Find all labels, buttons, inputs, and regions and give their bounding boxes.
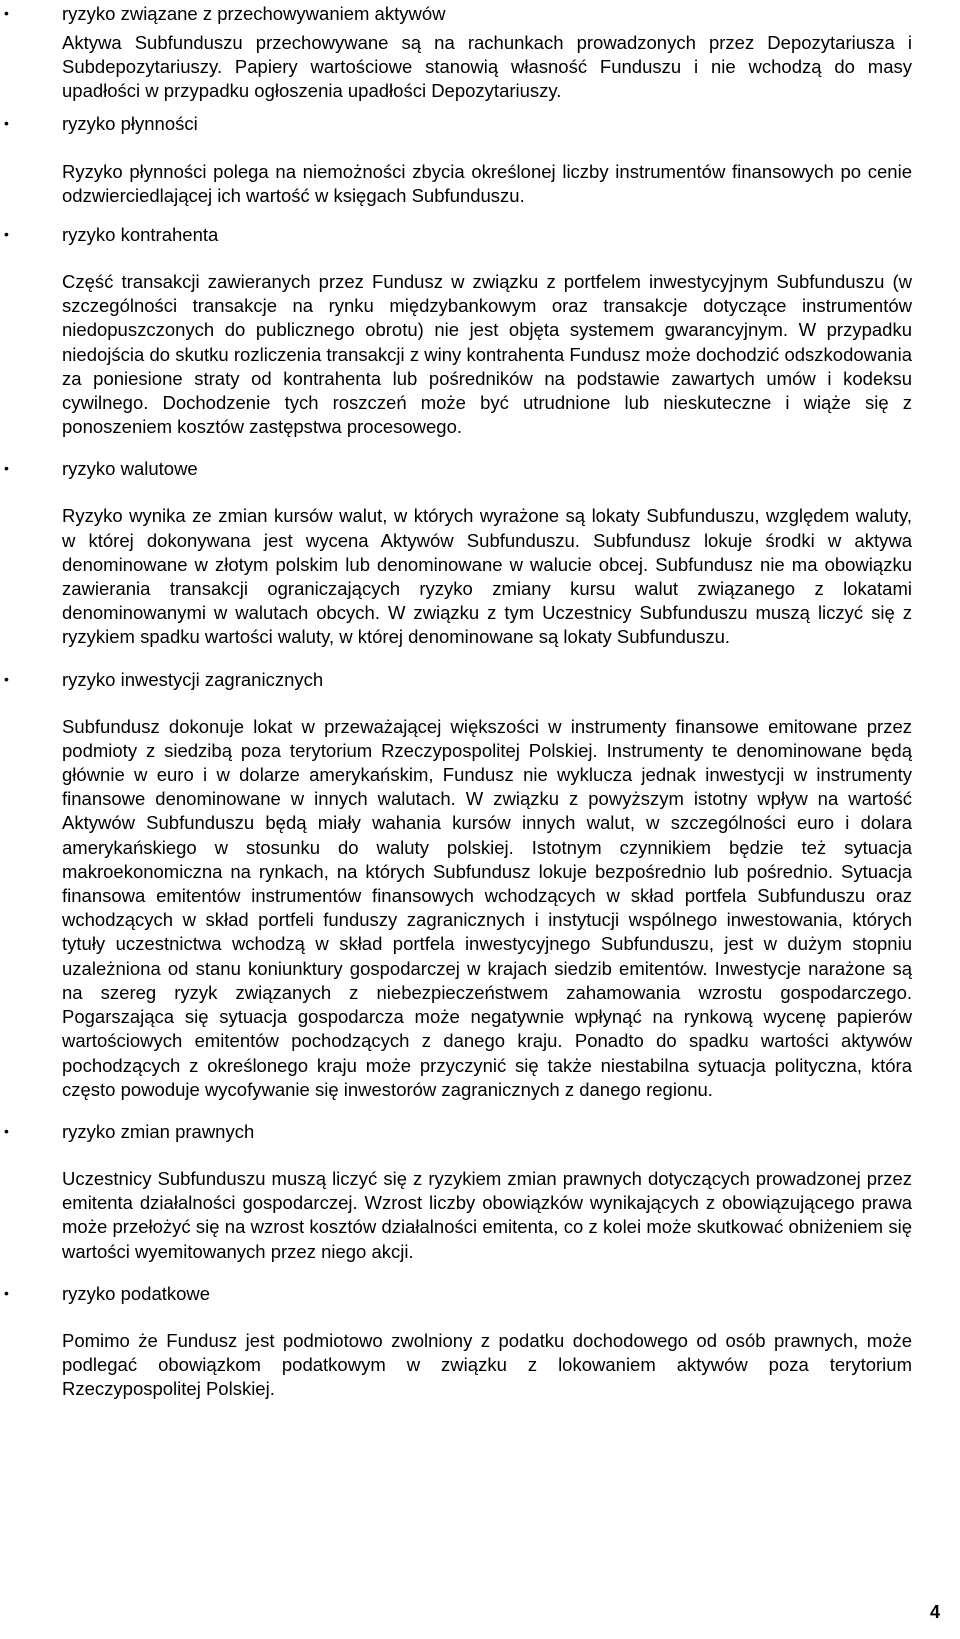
bullet-icon: • [4, 1122, 9, 1139]
section-heading: ryzyko zmian prawnych [62, 1120, 255, 1142]
bullet-icon: • [4, 460, 9, 477]
risk-section-foreign-investment [0, 663, 960, 1102]
risk-section-liquidity [0, 107, 960, 208]
section-heading-row [0, 1277, 960, 1310]
section-body: Aktywa Subfunduszu przechowywane są na rachunkach prowadzonych przez Depozytariusza i Subdepozytariuszy. Papiery wartościowe stanowią własność Funduszu i nie wchodzą do masy upadłości w przypadku ogłoszenia upadłości Depozytariuszy. [62, 32, 912, 102]
risk-section-legal-changes [0, 1115, 960, 1264]
bullet-icon: • [4, 114, 9, 131]
risk-section-tax [0, 1277, 960, 1402]
section-heading: ryzyko walutowe [62, 458, 198, 480]
risk-section-custody [0, 0, 960, 104]
section-body: Pomimo że Fundusz jest podmiotowo zwolniony z podatku dochodowego od osób prawnych, może podlegać obowiązkom podatkowym w związku z lokowaniem aktywów poza terytorium Rzeczypospolitej Polskiej. [62, 1329, 912, 1400]
section-heading-row [0, 452, 960, 485]
section-body: Część transakcji zawieranych przez Fundusz w związku z portfelem inwestycyjnym Subfunduszu (w szczególności transakcje na rynku międzybankowym oraz transakcje dotyczące instrumentów niedopuszczonych do publicznego obrotu) nie jest objęta systemem gwarancyjnym. W przypadku niedojścia do skutku rozliczenia transakcji z winy kontrahenta Fundusz może dochodzić odszkodowania za poniesione straty od kontrahenta lub pośredników na podstawie zawartych umów i kodeksu cywilnego. Dochodzenie tych roszczeń może być utrudnione lub nieskuteczne i wiąże się z ponoszeniem kosztów zastępstwa procesowego. [62, 271, 912, 438]
section-body: Uczestnicy Subfunduszu muszą liczyć się z ryzykiem zmian prawnych dotyczących prowadzonej przez emitenta działalności gospodarczej. Wzrost liczby obowiązków wynikających z obowiązującego prawa może przełożyć się na wzrost kosztów działalności emitenta, co z kolei może skutkować obniżeniem się wartości wyemitowanych przez niego akcji. [62, 1167, 912, 1262]
section-body: Subfundusz dokonuje lokat w przeważającej większości w instrumenty finansowe emitowane przez podmioty z siedzibą poza terytorium Rzeczypospolitej Polskiej. Instrumenty te denominowane będą głównie w euro i w dolarze amerykańskim, Fundusz nie wyklucza jednak inwestycji w instrumenty finansowe denominowane w innych walutach. W związku z powyższym istotny wpływ na wartość Aktywów Subfunduszu będą miały wahania kursów innych walut, w szczególności euro i dolara amerykańskiego w stosunku do waluty polskiej. Istotnym czynnikiem będzie też sytuacja makroekonomiczna na rynkach, na których Subfundusz lokuje bezpośrednio lub pośrednio. Sytuacja finansowa emitentów instrumentów finansowych wchodzących w skład portfela Subfunduszu oraz wchodzących w skład portfeli funduszy zagranicznych i instytucji wspólnego inwestowania, których tytuły uczestnictwa wchodzą w skład portfela inwestycyjnego Subfunduszu, jest w dużym stopniu uzależniona od stanu koniunktury gospodarczej w krajach siedzib emitentów. Inwestycje narażone są na szereg ryzyk związanych z niebezpieczeństwem zahamowania wzrostu gospodarczego. Pogarszająca się sytuacja gospodarcza może negatywnie wpłynąć na rynkową wycenę papierów wartościowych emitentów pochodzących z danego kraju. Ponadto do spadku wartości aktywów pochodzących z określonego kraju może przyczynić się także niestabilna sytuacja polityczna, która często powoduje wycofywanie się inwestorów zagranicznych z danego regionu. [62, 715, 912, 1100]
section-heading: ryzyko kontrahenta [62, 224, 219, 246]
risk-section-currency [0, 452, 960, 649]
section-heading: ryzyko inwestycji zagranicznych [62, 668, 324, 690]
page-number: 4 [929, 1602, 940, 1622]
bullet-icon: • [4, 5, 9, 21]
section-heading: ryzyko płynności [62, 112, 198, 134]
section-heading-row [0, 218, 960, 251]
bullet-icon: • [4, 226, 9, 243]
section-body: Ryzyko wynika ze zmian kursów walut, w których wyrażone są lokaty Subfunduszu, względem waluty, w której dokonywana jest wycena Aktywów Subfunduszu. Subfundusz lokuje środki w aktywa denominowane w złotym polskim lub denominowane w walucie obcej. Subfundusz nie ma obowiązku zawierania transakcji ograniczających ryzyko zmiany kursu walut związanego z lokatami denominowanymi w walutach obcych. W związku z tym Uczestnicy Subfunduszu muszą liczyć się z ryzykiem spadku wartości waluty, w której denominowane są lokaty Subfunduszu. [62, 505, 912, 648]
section-heading-row [0, 1115, 960, 1148]
risk-section-counterparty [0, 218, 960, 439]
section-heading: ryzyko podatkowe [62, 1282, 211, 1304]
section-heading-row [0, 0, 960, 30]
section-body: Ryzyko płynności polega na niemożności zbycia określonej liczby instrumentów finansowych po cenie odzwierciedlającej ich wartość w księgach Subfunduszu. [62, 160, 912, 206]
section-heading-row [0, 663, 960, 696]
section-heading-row [0, 107, 960, 140]
bullet-icon: • [4, 670, 9, 687]
section-heading: ryzyko związane z przechowywaniem aktywów [62, 3, 446, 24]
bullet-icon: • [4, 1284, 9, 1301]
